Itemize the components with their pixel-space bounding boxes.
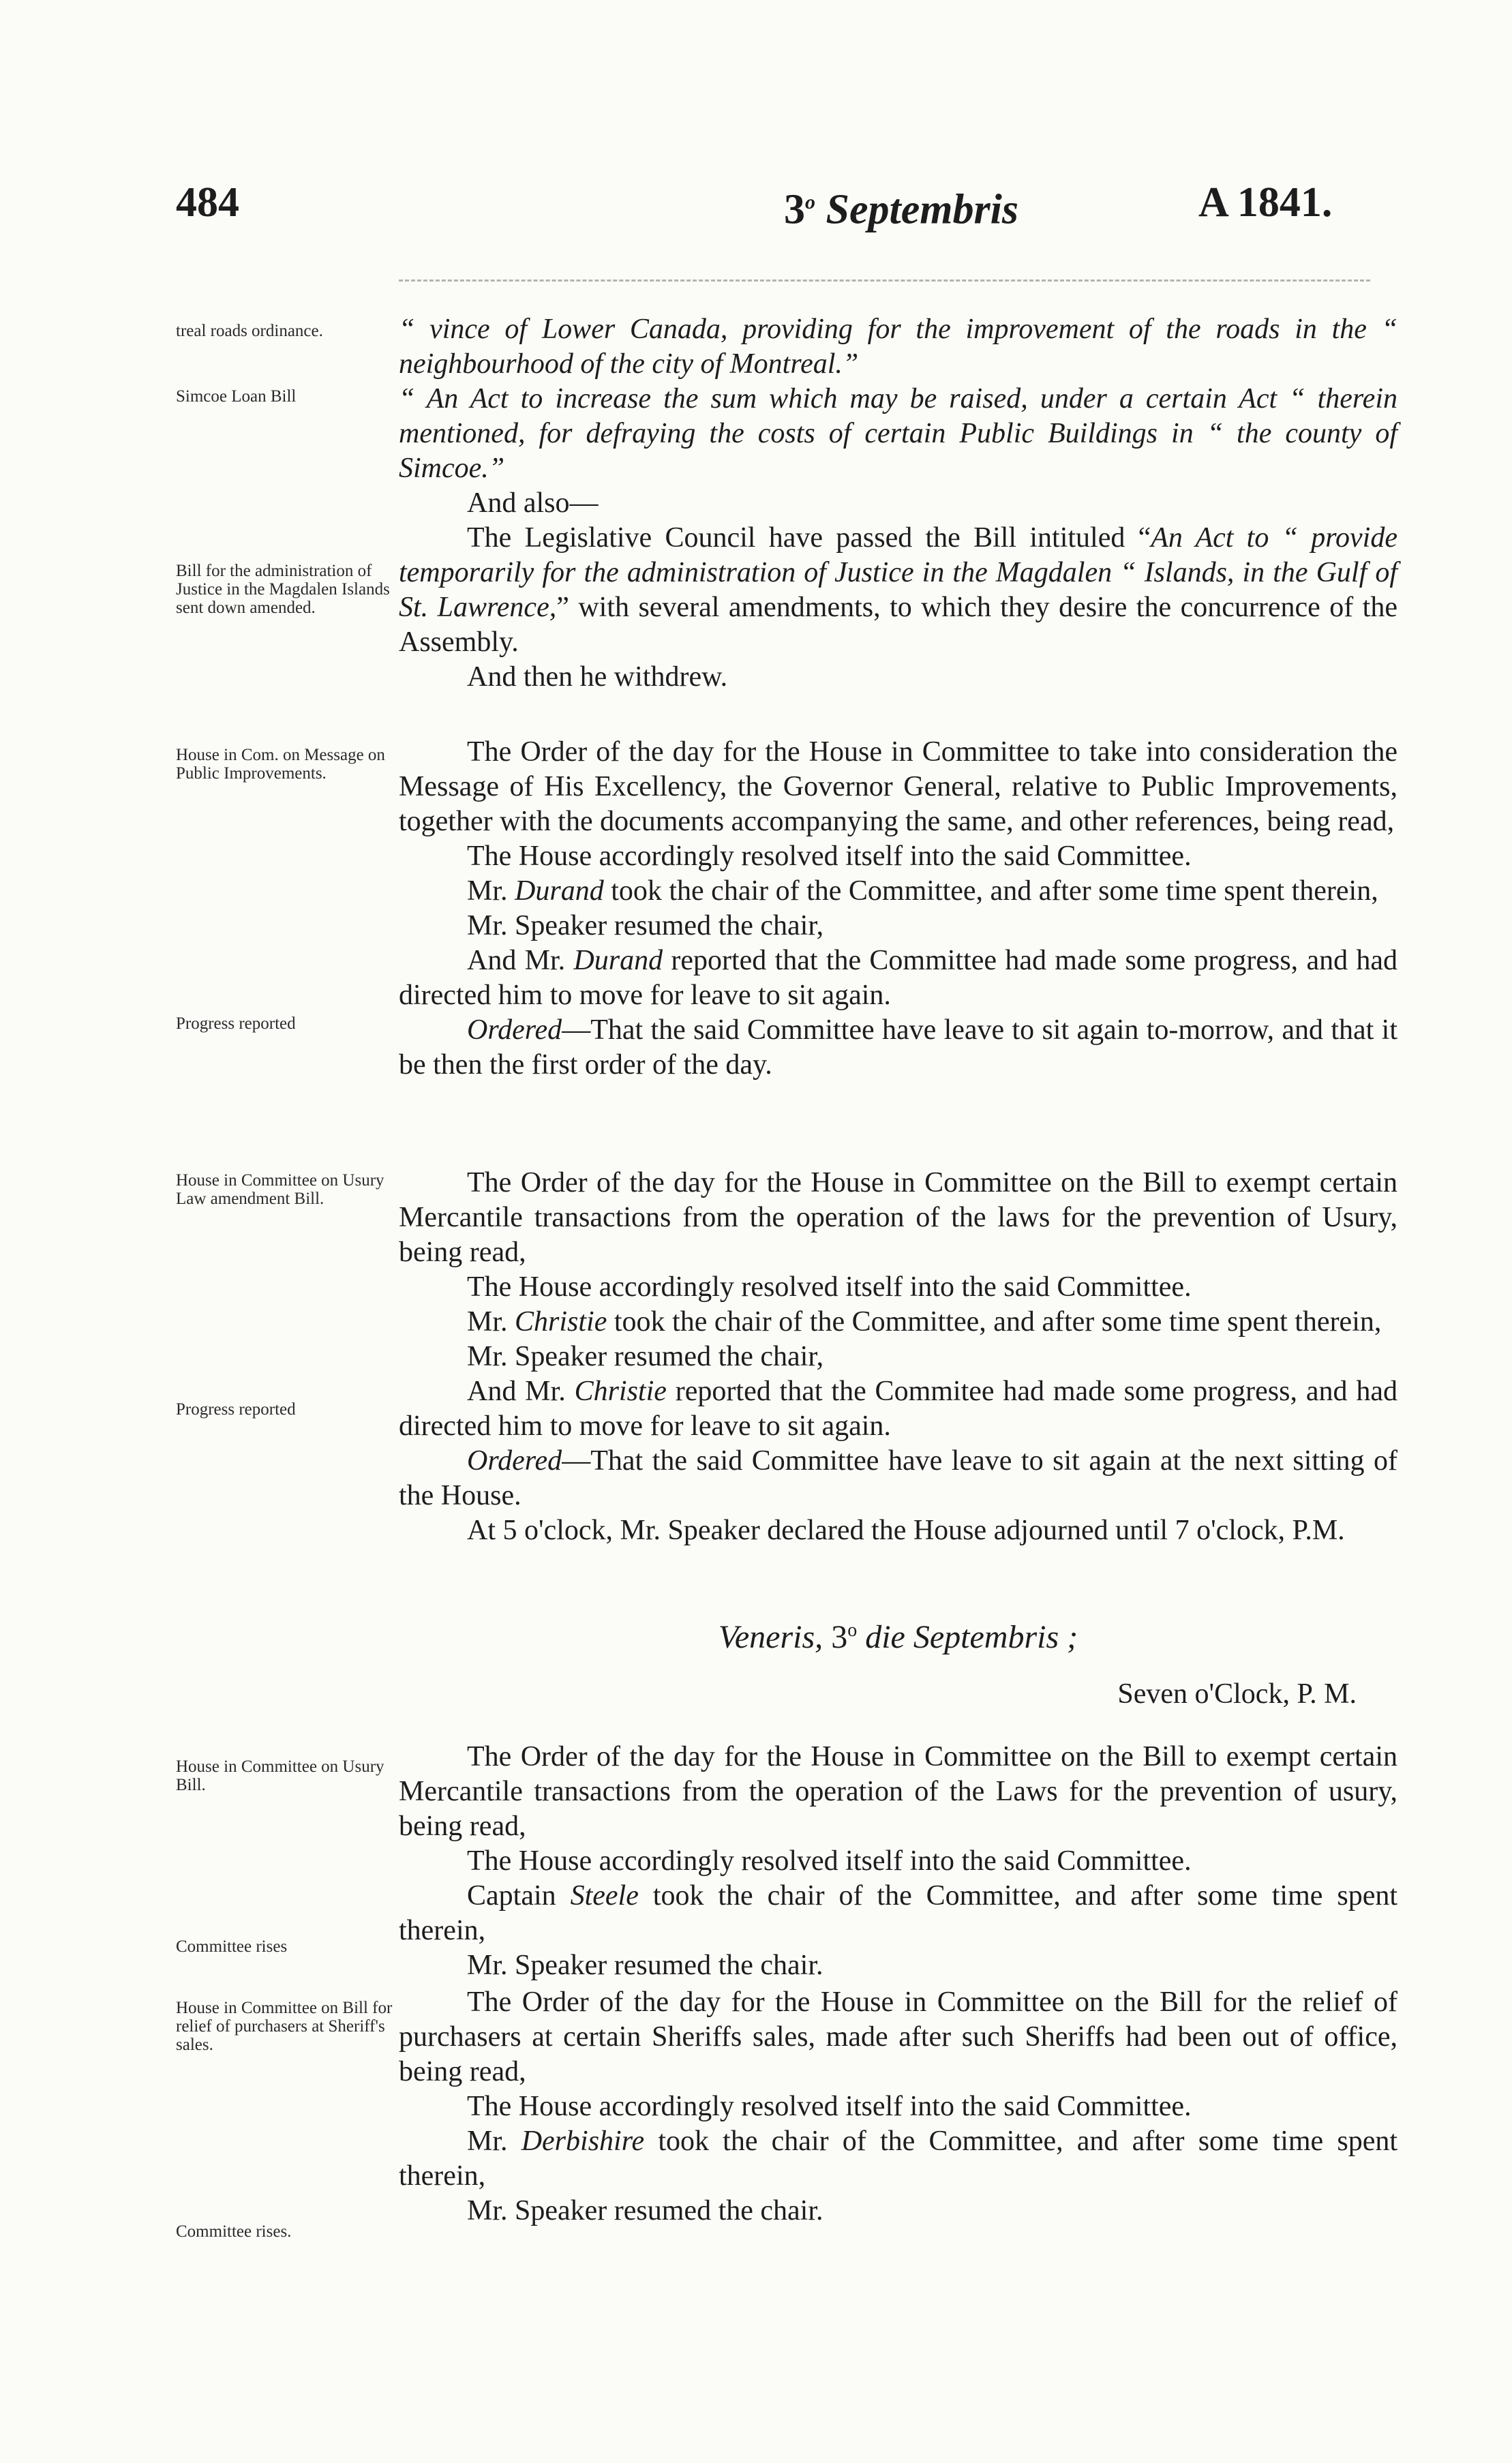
paragraph: And also— [467,487,599,519]
paragraph: Mr. Speaker resumed the chair. [467,1950,823,1981]
margin-note: treal roads ordinance. [176,322,323,340]
sitting-heading [399,1610,1397,1658]
paragraph [399,1444,1397,1513]
margin-note: House in Committee on Bill for relief of purchasers at Sheriff's sales. [176,1999,393,2054]
paragraph: The Order of the day for the House in Committee on the Bill to exempt certain Mercantile transactions from the operation of the Laws for the prevention of usury, being read, [399,1741,1397,1842]
margin-note: Committee rises. [176,2222,292,2241]
paragraph: The Order of the day for the House in Committee on the Bill for the relief of purchasers at certain Sheriffs sales, made after such Sheriffs had been out of office, being read, [399,1986,1397,2087]
text: took the chair of the Committee, and after some time spent therein, [611,875,1378,907]
margin-note: Progress reported [176,1014,296,1033]
sitting-time [399,1677,1397,1712]
body-block-5 [399,1985,1397,2228]
text: —That the said Committee have leave to sit again to-morrow, and that it be then the first order of the day. [399,1014,1397,1081]
margin-note: House in Com. on Message on Public Improvements. [176,746,385,783]
text: Mr. [467,875,508,907]
paragraph: Mr. Speaker resumed the chair, [467,910,824,941]
text: reported that the Committee had made some progress, and had directed him to move for leave to sit again. [399,945,1398,1011]
text: Mr. [467,2126,508,2157]
paragraph: Mr. Speaker resumed the chair. [467,2195,823,2226]
paragraph: At 5 o'clock, Mr. Speaker declared the House adjourned until 7 o'clock, P.M. [467,1515,1345,1546]
running-date [784,179,1018,234]
body-block-1 [399,312,1397,695]
text: And Mr. [467,945,566,976]
quoted-bill-title: “ An Act to increase the sum which may be raised, under a certain Act “ therein mentioned, for defraying the costs of certain Public Buildings in “ the county of Simcoe.” [399,383,1397,484]
ordered-label: Ordered [467,1014,562,1046]
date-day: 3 [784,186,805,233]
body-block-3 [399,1166,1397,1548]
body-block-4 [399,1740,1397,1983]
text: took the chair of the Committee, and after some time spent therein, [399,2126,1398,2192]
quoted-bill-title: “ vince of Lower Canada, providing for the improvement of the roads in the “ neighbourhood of the city of Montreal.” [399,314,1397,380]
margin-note: Bill for the administration of Justice in the Magdalen Islands sent down amended. [176,562,390,617]
member-name: Steele [570,1880,639,1912]
margin-note: House in Committee on Usury Law amendment Bill. [176,1171,384,1208]
header-rule [399,279,1370,282]
text: And Mr. [467,1376,566,1407]
text: Mr. [467,1306,508,1338]
page-number: 484 [176,179,239,226]
paragraph: And then he withdrew. [467,661,728,693]
member-name: Durand [515,875,604,907]
heading-text: die Septembris ; [865,1619,1078,1655]
paragraph [399,1374,1397,1444]
paragraph: The House accordingly resolved itself into the said Committee. [467,841,1192,872]
heading-day: 3 [831,1619,848,1655]
member-name: Derbishire [521,2126,645,2157]
paragraph: Mr. Speaker resumed the chair, [467,1341,824,1372]
text: The Legislative Council have passed the Bill intituled “ [467,522,1151,554]
paragraph [399,943,1397,1013]
paragraph: The Order of the day for the House in Committee on the Bill to exempt certain Mercantile transactions from the operation of the laws for the prevention of Usury, being read, [399,1167,1397,1268]
member-name: Durand [573,945,663,976]
paragraph: The House accordingly resolved itself into the said Committee. [467,1271,1192,1303]
text: took the chair of the Committee, and after some time spent therein, [399,1880,1397,1946]
text: —That the said Committee have leave to sit again at the next sitting of the House. [399,1445,1397,1511]
heading-degree: o [847,1620,858,1641]
margin-note: House in Committee on Usury Bill. [176,1757,384,1794]
member-name: Christie [574,1376,667,1407]
member-name: Christie [515,1306,607,1338]
heading-text: Veneris, [718,1619,823,1655]
paragraph [399,2124,1397,2194]
paragraph [399,1013,1397,1083]
paragraph: The Order of the day for the House in Committee to take into consideration the Message of His Excellency, the Governor General, relative to Public Improvements, together with the documents accompanying the same, and other references, being read, [399,736,1397,837]
paragraph: The House accordingly resolved itself into the said Committee. [467,2091,1192,2122]
date-month: Septembris [826,186,1018,233]
date-degree: o [805,191,815,213]
text: Captain [467,1880,556,1912]
margin-note: Progress reported [176,1400,296,1419]
text: reported that the Commitee had made some progress, and had directed him to move for leave to sit again. [399,1376,1397,1442]
running-year: A 1841. [1198,179,1333,226]
bill-title: An Act to “ provide temporarily for the administration of Justice in the Magdalen “ Islands, in the Gulf of St. Lawrence, [399,522,1397,623]
paragraph [399,1879,1397,1948]
paragraph [399,1305,1397,1340]
margin-note: Simcoe Loan Bill [176,387,297,406]
body-block-2 [399,735,1397,1083]
text: ” with several amendments, to which they desire the concurrence of the Assembly. [399,592,1397,658]
text: took the chair of the Committee, and after some time spent therein, [614,1306,1382,1338]
paragraph [399,874,1397,909]
time-line: Seven o'Clock, P. M. [1117,1678,1357,1710]
margin-note: Committee rises [176,1937,288,1956]
ordered-label: Ordered [467,1445,562,1477]
paragraph [399,521,1397,660]
paragraph: The House accordingly resolved itself into the said Committee. [467,1845,1192,1877]
